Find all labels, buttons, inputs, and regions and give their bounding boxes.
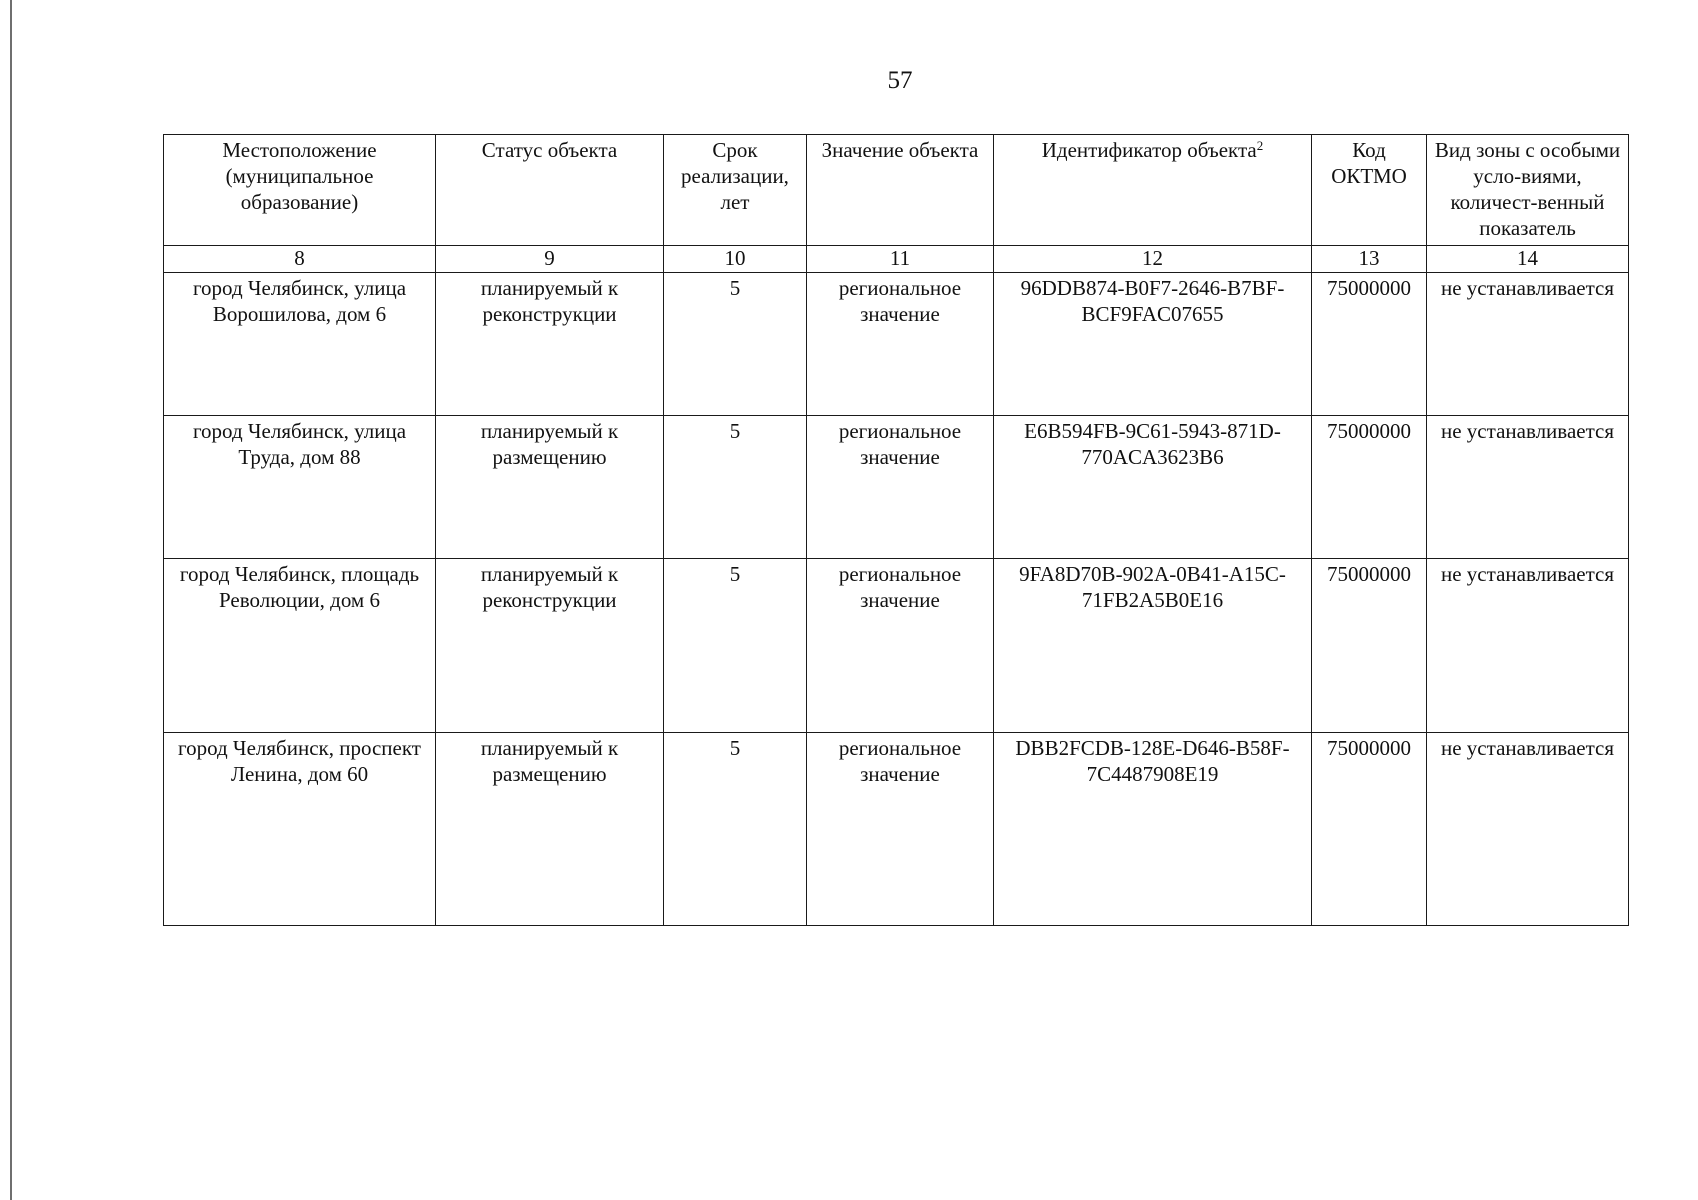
- cell-zone: не устанавливается: [1427, 733, 1629, 926]
- header-identifier-text: Идентификатор объекта: [1041, 138, 1257, 162]
- column-number: 11: [807, 246, 994, 273]
- table-row: [164, 559, 1629, 733]
- cell-oktmo: 75000000: [1312, 273, 1427, 416]
- header-location: Местоположение (муниципальное образование): [164, 135, 436, 246]
- header-significance: Значение объекта: [807, 135, 994, 246]
- cell-identifier: DBB2FCDB-128E-D646-B58F-7C4487908E19: [994, 733, 1312, 926]
- cell-oktmo: 75000000: [1312, 559, 1427, 733]
- cell-location: город Челябинск, улица Труда, дом 88: [164, 416, 436, 559]
- page-number: 57: [887, 67, 913, 94]
- column-number: 9: [436, 246, 664, 273]
- column-number: 13: [1312, 246, 1427, 273]
- table-row: [164, 273, 1629, 416]
- scan-left-edge: [10, 0, 12, 1200]
- table-row: [164, 416, 1629, 559]
- cell-significance: региональное значение: [807, 559, 994, 733]
- footnote-marker: 2: [1256, 138, 1264, 153]
- cell-zone: не устанавливается: [1427, 273, 1629, 416]
- cell-identifier: E6B594FB-9C61-5943-871D-770ACA3623B6: [994, 416, 1312, 559]
- column-numbers-row: [164, 246, 1629, 273]
- cell-zone: не устанавливается: [1427, 416, 1629, 559]
- cell-term: 5: [664, 733, 807, 926]
- column-number: 12: [994, 246, 1312, 273]
- cell-significance: региональное значение: [807, 273, 994, 416]
- table-row: [164, 733, 1629, 926]
- cell-term: 5: [664, 273, 807, 416]
- cell-significance: региональное значение: [807, 416, 994, 559]
- header-identifier: [994, 135, 1312, 246]
- cell-status: планируемый к реконструкции: [436, 559, 664, 733]
- cell-term: 5: [664, 416, 807, 559]
- cell-location: город Челябинск, проспект Ленина, дом 60: [164, 733, 436, 926]
- cell-status: планируемый к размещению: [436, 733, 664, 926]
- cell-location: город Челябинск, площадь Революции, дом 6: [164, 559, 436, 733]
- cell-zone: не устанавливается: [1427, 559, 1629, 733]
- cell-location: город Челябинск, улица Ворошилова, дом 6: [164, 273, 436, 416]
- objects-table: [163, 134, 1629, 926]
- header-status: Статус объекта: [436, 135, 664, 246]
- cell-identifier: 9FA8D70B-902A-0B41-A15C-71FB2A5B0E16: [994, 559, 1312, 733]
- column-number: 8: [164, 246, 436, 273]
- header-term: Срок реализации, лет: [664, 135, 807, 246]
- cell-significance: региональное значение: [807, 733, 994, 926]
- cell-oktmo: 75000000: [1312, 416, 1427, 559]
- header-oktmo: Код ОКТМО: [1312, 135, 1427, 246]
- cell-term: 5: [664, 559, 807, 733]
- cell-oktmo: 75000000: [1312, 733, 1427, 926]
- cell-status: планируемый к размещению: [436, 416, 664, 559]
- column-number: 14: [1427, 246, 1629, 273]
- column-number: 10: [664, 246, 807, 273]
- cell-identifier: 96DDB874-B0F7-2646-B7BF-BCF9FAC07655: [994, 273, 1312, 416]
- table-header-row: [164, 135, 1629, 246]
- cell-status: планируемый к реконструкции: [436, 273, 664, 416]
- header-zone: Вид зоны с особыми усло-виями, количест-венный показатель: [1427, 135, 1629, 246]
